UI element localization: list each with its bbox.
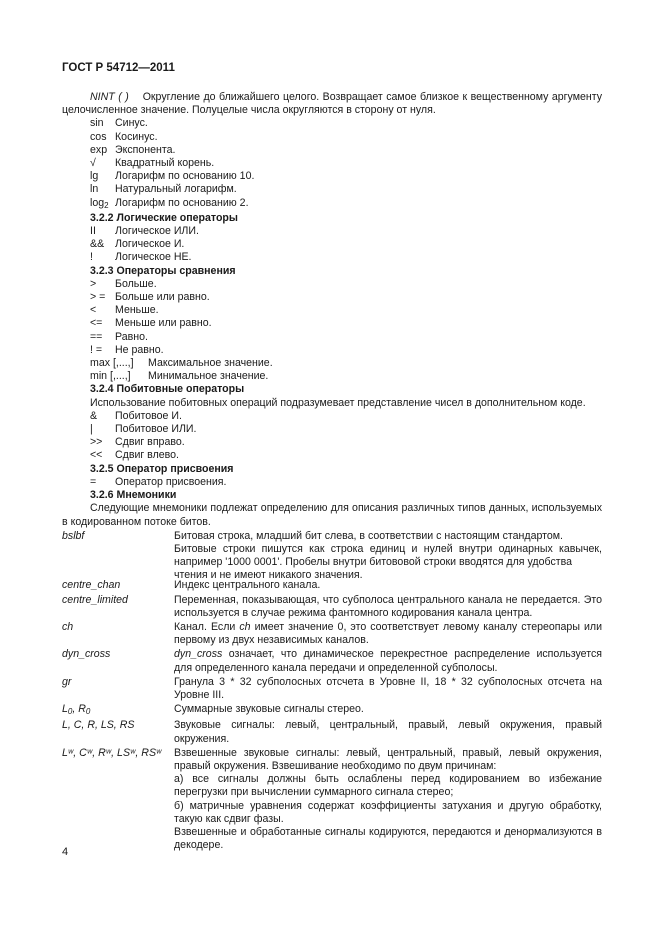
op-row — [62, 317, 602, 330]
definition-term: L, C, R, LS, RS — [62, 719, 135, 732]
op-row — [62, 423, 602, 436]
definition-term: centre_limited — [62, 593, 128, 606]
definition-term: $L_0$, $R_0$ — [62, 703, 91, 717]
op-desc: Логическое НЕ. — [115, 251, 192, 264]
op-symbol — [90, 197, 115, 212]
bitwise-intro: Использование побитовных операций подразумевает представление чисел в дополнительном коде. — [90, 396, 586, 409]
op-desc: Логическое И. — [115, 238, 185, 251]
op-symbol: << — [90, 449, 103, 462]
log-base: 2 — [104, 200, 109, 210]
op-row — [62, 331, 602, 344]
op-row — [62, 251, 602, 264]
term-letter: R — [78, 703, 86, 716]
log-symbol: log — [90, 196, 105, 209]
op-symbol: > = — [90, 291, 106, 304]
op-symbol: cos — [90, 130, 107, 143]
definition-term: bslbf — [62, 529, 85, 542]
op-row — [62, 225, 602, 238]
op-symbol: > — [90, 277, 97, 290]
op-symbol: && — [90, 238, 105, 251]
op-desc: Больше. — [115, 277, 157, 290]
op-desc: Логарифм по основанию 2. — [115, 196, 249, 209]
op-symbol: == — [90, 330, 103, 343]
section-heading — [62, 383, 602, 396]
op-desc: Косинус. — [115, 130, 158, 143]
section-title: Мнемоники — [116, 489, 177, 502]
definition-desc: Звуковые сигналы: левый, центральный, правый, левый окружения, правый окружения. — [174, 719, 602, 745]
op-desc: Логическое ИЛИ. — [115, 225, 199, 238]
op-symbol: II — [90, 225, 96, 238]
op-row — [62, 278, 602, 291]
op-symbol: >> — [90, 436, 103, 449]
definition-lcr — [62, 719, 602, 745]
term-subscript: 0 — [67, 707, 73, 717]
op-desc: Не равно. — [115, 343, 164, 356]
definition-text: имеет значение 0, это соответствует левому каналу стереопары или первому из двух независимых каналов. — [174, 620, 602, 647]
definition-desc — [174, 621, 602, 647]
page-header: ГОСТ Р 54712—2011 — [62, 62, 175, 74]
op-symbol: <= — [90, 317, 103, 330]
definition-term: ch — [62, 620, 74, 633]
definition-ch — [62, 621, 602, 647]
nint-function: NINT ( ) — [90, 91, 129, 103]
document-body — [62, 91, 602, 852]
section-heading — [62, 463, 602, 476]
op-row — [62, 144, 602, 157]
section-heading — [62, 265, 602, 278]
op-row — [62, 410, 602, 423]
op-row — [62, 170, 602, 183]
definition-term: Lʷ, Cʷ, Rʷ, LSʷ, RSʷ — [62, 746, 162, 759]
section-title: Побитовные операторы — [116, 383, 245, 396]
op-desc: Меньше. — [115, 304, 159, 317]
op-symbol: sin — [90, 117, 104, 130]
op-symbol: min [,...,] — [90, 370, 131, 383]
op-symbol: exp — [90, 143, 108, 156]
op-symbol: & — [90, 409, 98, 422]
definition-line: б) матричные уравнения содержат коэффициенты затухания и другую обработку, такую как сдвиг фазы. — [174, 799, 602, 825]
term-subscript: 0 — [85, 707, 91, 717]
op-desc: Синус. — [115, 117, 148, 130]
definition-desc — [174, 530, 602, 579]
op-row — [62, 370, 602, 383]
op-desc: Сдвиг вправо. — [115, 436, 185, 449]
definition-term: centre_chan — [62, 579, 121, 592]
op-row — [62, 131, 602, 144]
page-number: 4 — [62, 846, 69, 858]
op-row — [62, 117, 602, 130]
definition-dyn-cross — [62, 648, 602, 674]
term-letter: L — [62, 703, 68, 716]
op-desc: Экспонента. — [115, 143, 176, 156]
op-row — [62, 436, 602, 449]
op-symbol: ! = — [90, 343, 103, 356]
definition-l0-r0 — [62, 703, 602, 718]
op-row — [62, 449, 602, 462]
section-number: 3.2.6 — [90, 489, 114, 502]
definition-emphasis: ch — [239, 620, 251, 633]
definition-bslbf — [62, 530, 602, 579]
section-title: Логические операторы — [116, 211, 238, 224]
op-symbol: = — [90, 475, 97, 488]
section-number: 3.2.4 — [90, 383, 114, 396]
op-row — [62, 291, 602, 304]
mnemonics-intro: Следующие мнемоники подлежат определению для описания различных типов данных, используемых в кодированном потоке битов. — [62, 502, 602, 528]
op-symbol: | — [90, 423, 93, 436]
op-row — [62, 197, 602, 212]
section-number: 3.2.3 — [90, 264, 114, 277]
definition-desc — [174, 648, 602, 674]
op-symbol: lg — [90, 170, 99, 183]
op-row — [62, 357, 602, 370]
op-symbol: < — [90, 304, 97, 317]
definition-text: означает, что динамическое перекрестное распределение используется для определенного канала передачи и определенной субполосы. — [174, 648, 602, 674]
section-number: 3.2.2 — [90, 211, 114, 224]
definition-line: Взвешенные и обработанные сигналы кодируются, передаются и денормализуются в декодере. — [174, 825, 602, 852]
op-desc: Побитовое ИЛИ. — [115, 423, 197, 436]
section-heading — [62, 212, 602, 225]
op-row — [62, 344, 602, 357]
op-desc: Логарифм по основанию 10. — [115, 170, 255, 183]
definition-desc — [174, 747, 602, 853]
definition-line: Битовые строки пишутся как строка единиц и нулей внутри одинарных кавычек, например '1000 0001'. Пробелы внутри битововой строки вводятся для удобства — [174, 542, 602, 569]
definition-centre-chan — [62, 579, 602, 592]
definition-gr — [62, 676, 602, 702]
op-desc: Больше или равно. — [115, 291, 210, 304]
op-row — [62, 476, 602, 489]
definition-line: Взвешенные звуковые сигналы: левый, центральный, правый, левый окружения, правый окружения. Взвешивание необходимо по двум причинам: — [174, 746, 602, 772]
section-title: Операторы сравнения — [116, 264, 236, 277]
op-desc: Сдвиг влево. — [115, 449, 179, 462]
definition-line: Битовая строка, младший бит слева, в соответствии с настоящим стандартом. — [174, 529, 563, 542]
nint-paragraph — [62, 91, 602, 117]
op-symbol: max [,...,] — [90, 357, 134, 370]
op-row — [62, 157, 602, 170]
op-desc: Меньше или равно. — [115, 317, 212, 330]
op-symbol: √ — [90, 157, 96, 170]
definition-weighted — [62, 747, 602, 853]
op-desc: Оператор присвоения. — [115, 475, 227, 488]
section-heading — [62, 489, 602, 502]
op-row — [62, 304, 602, 317]
definition-desc: Индекс центрального канала. — [174, 579, 321, 592]
definition-emphasis: dyn_cross — [174, 648, 223, 661]
definition-text: Канал. Если — [174, 620, 240, 633]
nint-text: Округление до ближайшего целого. Возвращает самое близкое к вещественному аргументу целочисленное значение. Полуцелые числа округляются в сторону от нуля. — [62, 91, 602, 117]
op-row — [62, 183, 602, 196]
section-title: Оператор присвоения — [116, 462, 234, 475]
op-desc: Минимальное значение. — [148, 370, 269, 383]
op-desc: Квадратный корень. — [115, 157, 215, 170]
op-desc: Натуральный логарифм. — [115, 183, 237, 196]
op-desc: Побитовое И. — [115, 409, 182, 422]
op-desc: Равно. — [115, 330, 148, 343]
op-symbol: ln — [90, 183, 99, 196]
op-symbol: ! — [90, 251, 93, 264]
definition-line: а) все сигналы должны быть ослаблены перед кодированием во избежание перегрузки при вычислении суммарного сигнала стерео; — [174, 773, 602, 799]
definition-term: dyn_cross — [62, 648, 111, 661]
definition-line-clipped: чтения и не имеют никакого значения. — [174, 569, 363, 579]
definition-desc: Суммарные звуковые сигналы стерео. — [174, 703, 364, 716]
definition-centre-limited — [62, 594, 602, 620]
op-row — [62, 238, 602, 251]
definition-desc: Переменная, показывающая, что субполоса центрального канала не передается. Это используется в случае режима фантомного кодирования канала центра. — [174, 593, 602, 619]
definition-desc: Гранула 3 * 32 субполосных отсчета в Уровне II, 18 * 32 субполосных отсчета на Уровне III. — [174, 675, 602, 701]
op-desc: Максимальное значение. — [148, 357, 273, 370]
definition-term: gr — [62, 675, 72, 688]
section-number: 3.2.5 — [90, 462, 114, 475]
